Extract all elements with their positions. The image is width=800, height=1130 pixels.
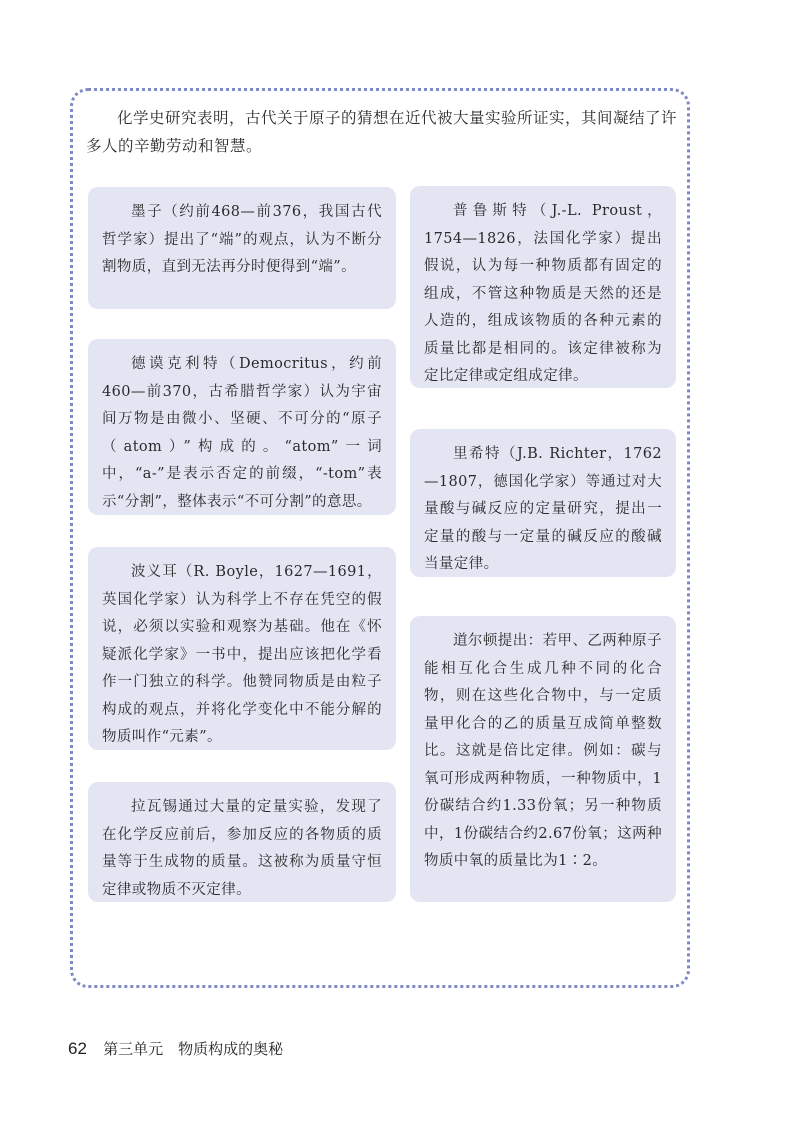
note-card-mozi: [88, 187, 396, 309]
page-number: 62: [68, 1039, 87, 1058]
note-text-richter: 里希特（J.B. Richter，1762—1807，德国化学家）等通过对大量酸与碱反应的定量研究，提出一定量的酸与一定量的碱反应的酸碱当量定律。: [424, 446, 662, 572]
note-card-richter: [410, 429, 676, 577]
note-text-boyle: 波义耳（R. Boyle，1627—1691，英国化学家）认为科学上不存在凭空的假说，必须以实验和观察为基础。他在《怀疑派化学家》一书中，提出应该把化学看作一门独立的科学。他赞同物质是由粒子构成的观点，并将化学变化中不能分解的物质叫作“元素”。: [102, 564, 382, 745]
note-card-dalton: [410, 616, 676, 902]
intro-paragraph: 化学史研究表明，古代关于原子的猜想在近代被大量实验所证实，其间凝结了许多人的辛勤劳动和智慧。: [86, 109, 678, 155]
note-card-lavoisier: [88, 782, 396, 902]
note-card-proust: [410, 186, 676, 388]
note-text-lavoisier: 拉瓦锡通过大量的定量实验，发现了在化学反应前后，参加反应的各物质的质量等于生成物的质量。这被称为质量守恒定律或物质不灭定律。: [102, 799, 382, 898]
note-card-democritus: [88, 339, 396, 515]
page-footer: [68, 1038, 283, 1059]
note-card-boyle: [88, 547, 396, 750]
note-text-mozi: 墨子（约前468—前376，我国古代哲学家）提出了“端”的观点，认为不断分割物质，直到无法再分时便得到“端”。: [102, 204, 382, 275]
note-text-democritus: 德谟克利特（Democritus，约前460—前370，古希腊哲学家）认为宇宙间万物是由微小、坚硬、不可分的“原子（atom）”构成的。“atom”一词中，“a-”是表示否定的前缀，“-tom”表示“分割”，整体表示“不可分割”的意思。: [102, 356, 382, 510]
note-text-proust: 普鲁斯特（J.-L. Proust，1754—1826，法国化学家）提出假说，认为每一种物质都有固定的组成，不管这种物质是天然的还是人造的，组成该物质的各种元素的质量比都是相同的。该定律被称为定比定律或定组成定律。: [424, 203, 662, 384]
note-text-dalton: 道尔顿提出：若甲、乙两种原子能相互化合生成几种不同的化合物，则在这些化合物中，与一定质量甲化合的乙的质量互成简单整数比。这就是倍比定律。例如：碳与氧可形成两种物质，一种物质中，1份碳结合约1.33份氧；另一种物质中，1份碳结合约2.67份氧；这两种物质中氧的质量比为1∶2。: [424, 633, 662, 869]
chapter-title: 第三单元 物质构成的奥秘: [103, 1041, 284, 1058]
